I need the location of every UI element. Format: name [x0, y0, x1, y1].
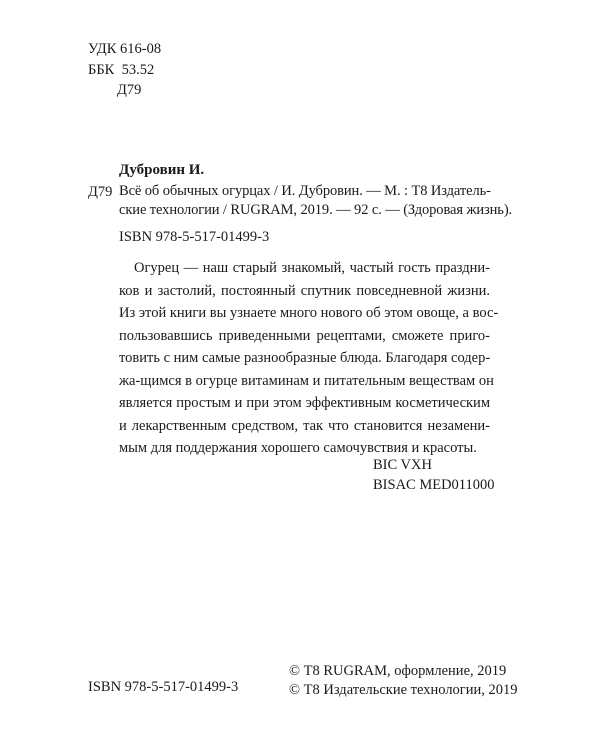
isbn-bottom: ISBN 978-5-517-01499-3 — [88, 679, 239, 695]
copyright-line-1: © Т8 RUGRAM, оформление, 2019 — [289, 663, 507, 679]
udk-label: УДК — [88, 41, 117, 57]
author-mark: Д79 — [117, 82, 142, 98]
bib-description-line-1: Всё об обычных огурцах / И. Дубровин. — М. : Т8 Издатель- — [119, 183, 491, 199]
bib-description-line-2: ские технологии / RUGRAM, 2019. — 92 с. — (Здоровая жизнь). — [119, 202, 513, 218]
annotation-line: Из этой книги вы узнаете много нового об этом овоще, а вос- — [119, 305, 499, 321]
annotation — [119, 257, 499, 460]
annotation-line: мым для поддержания хорошего самочувствия и красоты. — [119, 440, 477, 456]
udk-value: 616-08 — [120, 41, 162, 57]
bbk-label: ББК — [88, 62, 115, 78]
annotation-line: товить с ним самые разнообразные блюда. Благодаря содер- — [119, 350, 491, 366]
annotation-line: ков и застолий, постоянный спутник повседневной жизни. — [119, 282, 490, 299]
annotation-line: пользовавшись приведенными рецептами, сможете приго- — [119, 327, 490, 344]
annotation-line: является простым и при этом эффективным косметическим — [119, 395, 490, 411]
copyright-line-2: © Т8 Издательские технологии, 2019 — [289, 682, 518, 698]
bisac-code: BISAC MED011000 — [373, 477, 495, 493]
udk-line — [88, 40, 161, 58]
isbn-main: ISBN 978-5-517-01499-3 — [119, 229, 270, 245]
author-name: Дубровин И. — [119, 162, 205, 178]
bbk-value: 53.52 — [121, 62, 155, 78]
bic-code: BIC VXH — [373, 457, 432, 473]
bbk-line — [88, 61, 154, 79]
record-author-mark: Д79 — [88, 184, 113, 200]
annotation-line: жа-щимся в огурце витаминам и питательным веществам он — [119, 372, 494, 389]
annotation-line: и лекарственным средством, так что становится незамени- — [119, 417, 490, 434]
annotation-line: Огурец — наш старый знакомый, частый гость праздни- — [134, 260, 490, 276]
